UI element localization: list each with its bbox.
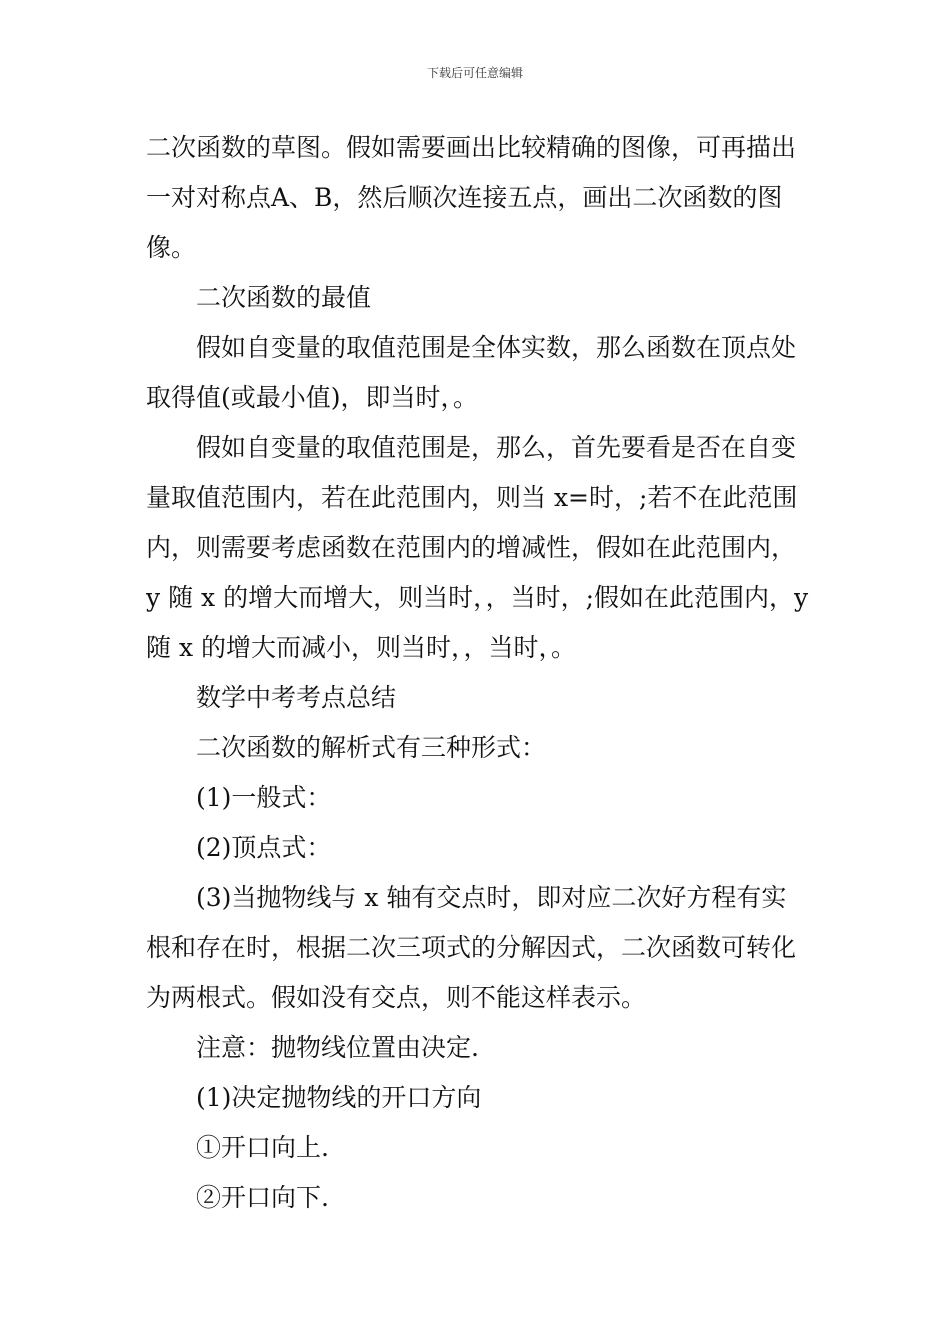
list-item-root-form: (3)当抛物线与 x 轴有交点时，即对应二次好方程有实根和存在时，根据二次三项式的分解因式，二次函数可转化为两根式。假如没有交点，则不能这样表示。 xyxy=(146,883,797,1012)
paragraph-all-reals: 假如自变量的取值范围是全体实数，那么函数在顶点处取得值(或最小值)，即当时，。 xyxy=(146,333,797,412)
paragraph-sketch-note: 二次函数的草图。假如需要画出比较精确的图像，可再描出一对对称点A、B，然后顺次连接五点，画出二次函数的图像。 xyxy=(146,133,797,262)
paragraph-three-forms: 二次函数的解析式有三种形式： xyxy=(196,733,547,762)
list-item-vertex-form: (2)顶点式： xyxy=(196,833,332,862)
section-heading-extremum: 二次函数的最值 xyxy=(196,283,372,312)
list-item-opening-direction: (1)决定抛物线的开口方向 xyxy=(196,1083,482,1112)
list-item-opens-up: ①开口向上. xyxy=(196,1133,329,1162)
page-header: 下载后可任意编辑 xyxy=(426,66,523,80)
paragraph-restricted-range: 假如自变量的取值范围是，那么，首先要看是否在自变量取值范围内，若在此范围内，则当 x=时，;若不在此范围内，则需要考虑函数在范围内的增减性，假如在此范围内，y 随 x 的增大而增大，则当时，，当时，;假如在此范围内，y 随 x 的增大而减小，则当时，，当时，。 xyxy=(146,433,809,662)
section-heading-summary: 数学中考考点总结 xyxy=(196,683,397,712)
paragraph-note: 注意：抛物线位置由决定. xyxy=(196,1033,479,1062)
document-body xyxy=(146,123,810,1223)
list-item-general-form: (1)一般式： xyxy=(196,783,332,812)
list-item-opens-down: ②开口向下. xyxy=(196,1183,329,1212)
